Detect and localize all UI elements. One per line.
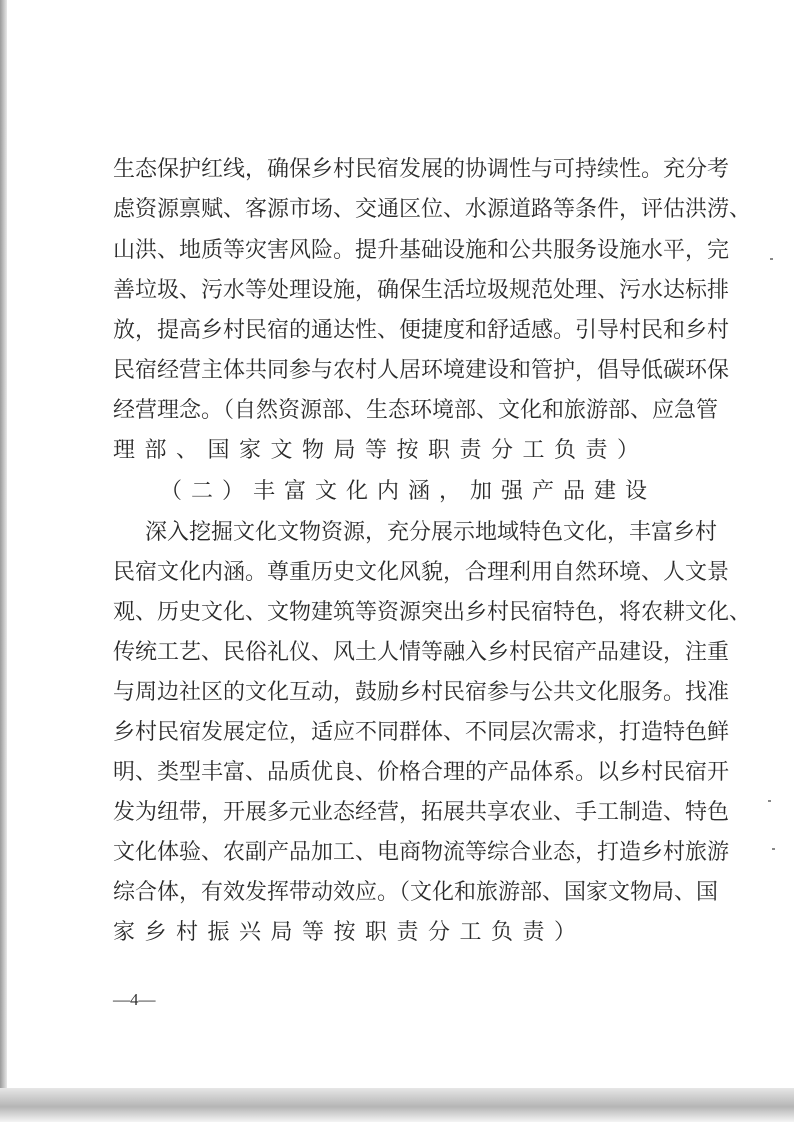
text-line: 生态保护红线，确保乡村民宿发展的协调性与可持续性。充分考 [113, 157, 730, 182]
scan-speck [772, 848, 775, 850]
text-line: 善垃圾、污水等处理设施，确保生活垃圾规范处理、污水达标排 [113, 278, 730, 303]
scan-speck [770, 258, 773, 260]
text-line: 明、类型丰富、品质优良、价格合理的产品体系。以乡村民宿开 [113, 760, 730, 785]
text-line: 民宿文化内涵。尊重历史文化风貌，合理利用自然环境、人文景 [113, 560, 730, 585]
text-line: 民宿经营主体共同参与农村人居环境建设和管护，倡导低碳环保 [113, 358, 730, 383]
text-line: 经营理念。（自然资源部、生态环境部、文化和旅游部、应急管 [113, 398, 719, 423]
scan-speck [768, 800, 771, 802]
text-line: 山洪、地质等灾害风险。提升基础设施和公共服务设施水平，完 [113, 238, 730, 263]
text-line: 理部、国家文物局等按职责分工负责） [113, 438, 649, 463]
scan-bottom-edge [0, 1088, 794, 1122]
text-line: 综合体，有效发挥带动效应。（文化和旅游部、国家文物局、国 [113, 880, 719, 905]
text-line: 虑资源禀赋、客源市场、交通区位、水源道路等条件，评估洪涝、 [113, 197, 752, 222]
text-line: 观、历史文化、文物建筑等资源突出乡村民宿特色，将农耕文化、 [113, 600, 752, 625]
scan-left-edge [0, 0, 7, 1090]
text-line: 放，提高乡村民宿的通达性、便捷度和舒适感。引导村民和乡村 [113, 318, 730, 343]
section-heading: （二）丰富文化内涵，加强产品建设 [160, 479, 657, 504]
text-line: 乡村民宿发展定位，适应不同群体、不同层次需求，打造特色鲜 [113, 720, 730, 745]
text-line: 家乡村振兴局等按职责分工负责） [113, 920, 586, 945]
page-number: —4— [113, 990, 156, 1009]
text-line: 发为纽带，开展多元业态经营，拓展共享农业、手工制造、特色 [113, 800, 730, 825]
text-line: 深入挖掘文化文物资源，充分展示地域特色文化，丰富乡村 [145, 520, 718, 545]
text-line: 与周边社区的文化互动，鼓励乡村民宿参与公共文化服务。找准 [113, 680, 730, 705]
text-line: 文化体验、农副产品加工、电商物流等综合业态，打造乡村旅游 [113, 840, 730, 865]
text-line: 传统工艺、民俗礼仪、风土人情等融入乡村民宿产品建设，注重 [113, 640, 730, 665]
